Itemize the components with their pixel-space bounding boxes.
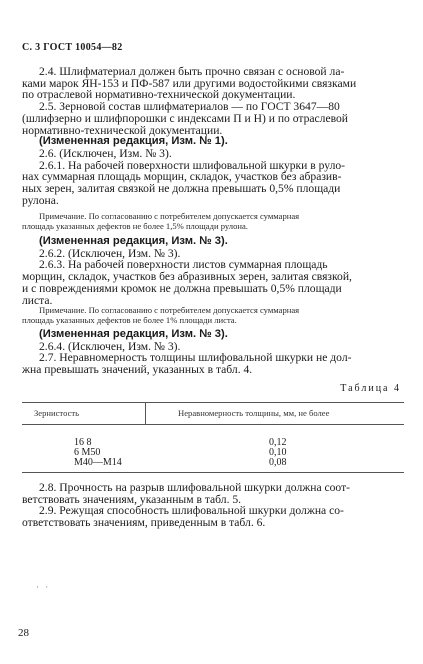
stray-marks: · · [36,582,51,592]
text-line: (Измененная редакция, Изм. № 3). [39,235,228,247]
text-line: морщин, складок, участков без абразивных зерен, залитая связкой, [22,270,352,284]
text-line: 2.7. Неравномерность толщины шлифовальной шкурки не дол- [39,351,352,365]
text-line: (Измененная редакция, Изм. № 1). [39,135,228,148]
text-line: 2.4. Шлифматериал должен быть прочно связан с основой ла- [39,65,345,78]
text-line: ных зерен, залитая связкой не должна превышать 0,5% площади [22,182,341,195]
table-header-rule [22,424,404,425]
table-caption: Таблица 4 [340,383,401,394]
text-line: 2.6.3. На рабочей поверхности листов суммарная площадь [39,258,328,272]
text-line: (Измененная редакция, Изм. № 3). [39,328,228,340]
text-line: 2.6.1. На рабочей поверхности шлифовальной шкурки в руло- [39,158,346,172]
text-line: ответствовать значениям, приведенным в табл. 6. [22,516,266,530]
text-line: ветствовать значениям, указанным в табл. 5. [22,492,242,506]
note-line: Примечание. По согласованию с потребителем допускается суммарная [39,305,300,315]
table-cell-grain: М40—М14 [74,457,122,468]
text-line: 2.6.2. (Исключен, Изм. № 3). [39,246,181,260]
table-top-rule [22,402,404,403]
table-header-grain: Зернистость [34,408,80,418]
note-line: площадь указанных дефектов не более 1% площади листа. [22,315,237,325]
text-line: 2.6. (Исключен, Изм. № 3). [39,146,172,160]
table-cell-grain: 16 8 [74,437,92,448]
text-line: по отраслевой нормативно-технической документации. [22,88,296,102]
table-header-divider [145,402,146,424]
text-line: рулона. [22,193,59,207]
text-line: жна превышать значений, указанных в табл. 4. [22,363,253,377]
text-line: 2.8. Прочность на разрыв шлифовальной шкурки должна соот- [39,481,351,494]
table-bottom-rule [22,472,404,473]
text-line: нормативно-технической документации. [22,123,223,137]
note-line: Примечание. По согласованию с потребителем допускается суммарная [39,211,300,221]
text-line: 2.6.4. (Исключен, Изм. № 3). [39,339,181,353]
table-cell-value: 0,12 [269,437,287,448]
page-number: 28 [18,627,29,639]
table-cell-value: 0,08 [269,457,287,468]
text-line: и с повреждениями кромок не должна превышать 0,5% площади [22,281,342,295]
note-line: площадь указанных дефектов не более 1,5% площади рулона. [22,221,248,231]
table-cell-grain: 6 М50 [74,447,101,458]
table-header-thickness: Неравномерность толщины, мм, не более [178,408,330,418]
text-line: ками марок ЯН-153 и ПФ-587 или другими водостойкими связками [22,76,357,90]
text-line: нах суммарная площадь морщин, складок, участков без абразив- [22,170,342,184]
page-header: С. 3 ГОСТ 10054—82 [22,42,123,53]
text-line: 2.9. Режущая способность шлифовальной шкурки должна со- [39,504,344,518]
text-line: 2.5. Зерновой состав шлифматериалов — по ГОСТ 3647—80 [39,100,340,114]
text-line: (шлифзерно и шлифпорошки с индексами П и Н) и по отраслевой [22,111,348,125]
table-cell-value: 0,10 [269,447,287,458]
text-line: листа. [22,293,53,307]
